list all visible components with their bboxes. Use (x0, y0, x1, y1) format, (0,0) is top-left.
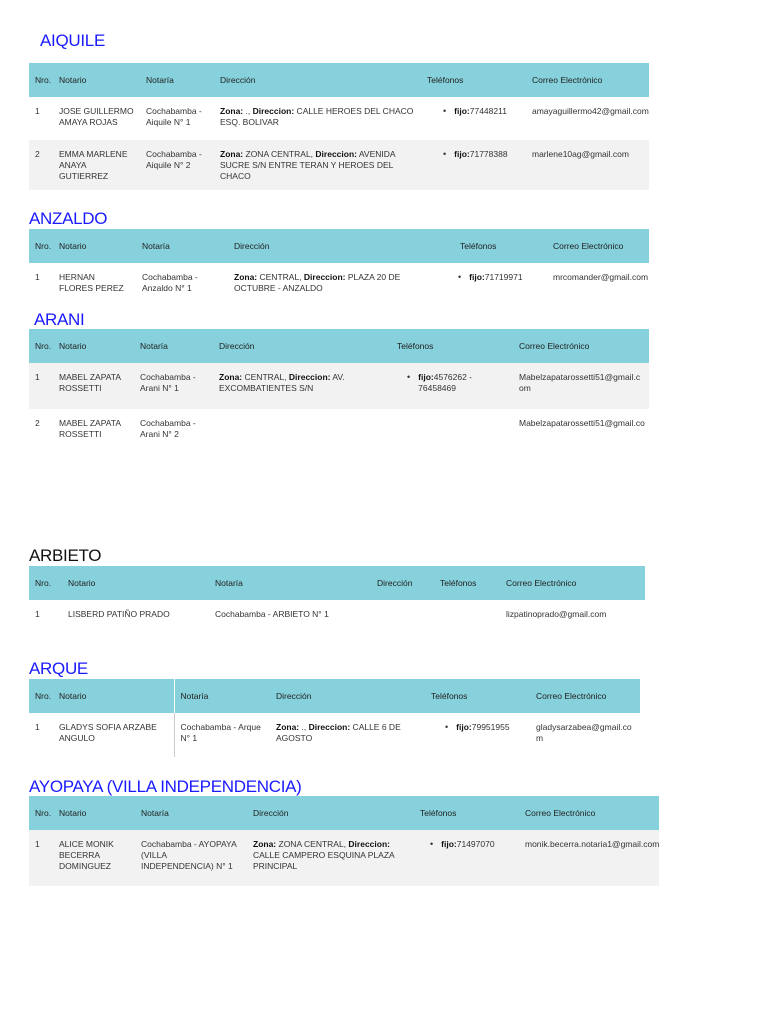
section-title-arani: ARANI (34, 310, 85, 329)
direccion-label: Direccion: (315, 149, 357, 159)
fijo-label: fijo: (454, 149, 470, 159)
cell-correo[interactable]: amayaguillermo42@gmail.com (532, 106, 649, 116)
table-row (29, 263, 649, 303)
cell-nro: 1 (29, 830, 53, 886)
cell-notaria: Cochabamba - Arque N° 1 (180, 722, 261, 743)
fijo-value: 4576262 - 76458469 (418, 372, 473, 393)
cell-notario: MABEL ZAPATA ROSSETTI (53, 363, 134, 409)
direccion-value: AV. EXCOMBATIENTES S/N (219, 372, 345, 393)
table-header (29, 229, 649, 263)
section-title-arque: ARQUE (29, 659, 88, 678)
cell-telefonos (391, 409, 513, 449)
cell-direccion (247, 830, 414, 886)
table-row (29, 363, 649, 409)
cell-direccion (270, 713, 425, 757)
cell-nro: 1 (35, 106, 40, 116)
zona-value: ZONA CENTRAL, (243, 149, 314, 159)
col-telefonos: Teléfonos (414, 796, 519, 830)
col-telefonos: Teléfonos (434, 566, 500, 600)
table-row (29, 409, 649, 449)
zona-label: Zona: (220, 149, 244, 159)
table-header (29, 63, 649, 97)
table-aiquile (29, 63, 649, 190)
zona-value: ZONA CENTRAL, (276, 839, 347, 849)
col-correo: Correo Electrónico (519, 796, 659, 830)
cell-notaria: Cochabamba - Arani N° 1 (134, 363, 213, 409)
cell-notaria: Cochabamba - AYOPAYA (VILLA INDEPENDENCIA) N° 1 (135, 830, 247, 886)
zona-label: Zona: (234, 272, 258, 282)
fijo-value: 71778388 (469, 149, 508, 159)
col-direccion: Dirección (213, 329, 391, 363)
cell-nro: 2 (29, 140, 53, 190)
cell-telefonos (434, 600, 500, 636)
table-header (29, 566, 645, 600)
cell-correo[interactable]: Mabelzapatarossetti51@gmail.co (519, 418, 645, 428)
cell-notario: MABEL ZAPATA ROSSETTI (59, 418, 121, 439)
col-notario: Notario (53, 679, 174, 713)
table-arbieto (29, 566, 645, 636)
col-notaria: Notaría (136, 229, 228, 263)
cell-correo[interactable]: gladysarzabea@gmail.com (536, 722, 632, 743)
cell-nro: 1 (29, 363, 53, 409)
fijo-label: fijo: (456, 722, 472, 732)
zona-label: Zona: (219, 372, 243, 382)
direccion-label: Direccion: (252, 106, 295, 116)
fijo-value: 77448211 (469, 106, 507, 116)
cell-notaria: Cochabamba - Aiquile N° 1 (146, 106, 202, 127)
col-telefonos: Teléfonos (425, 679, 530, 713)
col-nro: Nro. (29, 63, 53, 97)
col-telefonos: Teléfonos (391, 329, 513, 363)
cell-telefonos: • fijo:77448211 (443, 106, 507, 116)
zona-label: Zona: (220, 106, 244, 116)
col-direccion: Dirección (214, 63, 421, 97)
col-notaria: Notaría (209, 566, 371, 600)
table-header (29, 679, 640, 713)
fijo-value: 71497070 (456, 839, 495, 849)
cell-direccion (228, 263, 442, 303)
table-row (29, 97, 649, 140)
fijo-label: fijo: (441, 839, 457, 849)
cell-nro: 1 (35, 722, 40, 732)
table-row (29, 140, 649, 190)
cell-telefonos: • fijo:71719971 (458, 272, 523, 282)
cell-nro: 1 (35, 272, 40, 282)
cell-notaria: Cochabamba - ARBIETO N° 1 (215, 609, 329, 619)
table-row (29, 600, 645, 636)
cell-nro: 1 (35, 609, 40, 619)
col-notario: Notario (62, 566, 209, 600)
table-arani (29, 329, 649, 449)
col-nro: Nro. (29, 229, 53, 263)
col-notaria: Notaría (140, 63, 214, 97)
cell-correo[interactable]: Mabelzapatarossetti51@gmail.com (513, 363, 649, 409)
col-correo: Correo Electrónico (526, 63, 649, 97)
fijo-label: fijo: (418, 372, 434, 382)
direccion-label: Direccion: (303, 272, 346, 282)
cell-correo[interactable]: marlene10ag@gmail.com (526, 140, 649, 190)
cell-direccion (213, 409, 391, 449)
col-nro: Nro. (29, 796, 53, 830)
zona-value: ., (243, 106, 251, 116)
zona-value: ., (299, 722, 307, 732)
section-title-ayopaya: AYOPAYA (VILLA INDEPENDENCIA) (29, 777, 302, 796)
zona-label: Zona: (253, 839, 277, 849)
table-anzaldo (29, 229, 649, 303)
cell-direccion (371, 600, 434, 636)
col-correo: Correo Electrónico (513, 329, 649, 363)
direccion-value: CALLE HEROES DEL CHACO ESQ. BOLIVAR (220, 106, 414, 127)
table-arque (29, 679, 640, 757)
cell-telefonos: • fijo:79951955 (445, 722, 510, 732)
col-notaria: Notaría (135, 796, 247, 830)
table-header (29, 329, 649, 363)
cell-notario: EMMA MARLENE ANAYA GUTIERREZ (53, 140, 140, 190)
cell-direccion (214, 140, 421, 190)
table-header (29, 796, 659, 830)
cell-notaria: Cochabamba - Aiquile N° 2 (140, 140, 214, 190)
cell-notario: GLADYS SOFIA ARZABE ANGULO (53, 713, 174, 757)
fijo-label: fijo: (454, 106, 470, 116)
section-title-anzaldo: ANZALDO (29, 209, 108, 228)
cell-telefonos: • fijo:71778388 (421, 140, 526, 190)
cell-telefonos: • fijo:71497070 (414, 830, 519, 886)
fijo-value: 79951955 (471, 722, 510, 732)
section-title-arbieto: ARBIETO (29, 546, 102, 565)
cell-direccion (213, 363, 391, 409)
col-direccion: Dirección (270, 679, 425, 713)
cell-telefonos: • fijo:4576262 - 76458469 (391, 363, 513, 409)
col-notario: Notario (53, 329, 134, 363)
cell-notario: JOSE GUILLERMO AMAYA ROJAS (59, 106, 134, 127)
col-correo: Correo Electrónico (547, 229, 649, 263)
table-ayopaya (29, 796, 659, 886)
fijo-label: fijo: (469, 272, 485, 282)
cell-notario: LISBERD PATIÑO PRADO (68, 609, 170, 619)
col-notaria: Notaría (174, 679, 270, 713)
col-nro: Nro. (29, 566, 62, 600)
cell-direccion (214, 97, 421, 140)
cell-notaria: Cochabamba - Anzaldo N° 1 (142, 272, 198, 293)
col-direccion: Dirección (247, 796, 414, 830)
direccion-value: CALLE 6 DE AGOSTO (276, 722, 401, 743)
table-row (29, 713, 640, 757)
col-telefonos: Teléfonos (421, 63, 526, 97)
direccion-value: PLAZA 20 DE OCTUBRE - ANZALDO (234, 272, 401, 293)
fijo-value: 71719971 (484, 272, 523, 282)
cell-correo[interactable]: monik.becerra.notaria1@gmail.com (519, 830, 659, 886)
col-telefonos: Teléfonos (442, 229, 547, 263)
direccion-value: CALLE CAMPERO ESQUINA PLAZA PRINCIPAL (253, 850, 395, 871)
direccion-value: AVENIDA SUCRE S/N ENTRE TERAN Y HEROES DEL CHACO (220, 149, 396, 181)
zona-value: CENTRAL, (242, 372, 287, 382)
col-notario: Notario (53, 796, 135, 830)
cell-correo[interactable]: lizpatinoprado@gmail.com (506, 609, 607, 619)
col-notaria: Notaría (134, 329, 213, 363)
cell-notario: ALICE MONIK BECERRA DOMINGUEZ (53, 830, 135, 886)
section-title-aiquile: AIQUILE (40, 31, 105, 50)
cell-notario: HERNAN FLORES PEREZ (59, 272, 124, 293)
zona-value: CENTRAL, (257, 272, 302, 282)
table-row (29, 830, 659, 886)
col-notario: Notario (53, 63, 140, 97)
cell-correo[interactable]: mrcomander@gmail.com (553, 272, 649, 282)
direccion-label: Direccion: (308, 722, 351, 732)
col-direccion: Dirección (371, 566, 434, 600)
direccion-label: Direccion: (288, 372, 331, 382)
col-direccion: Dirección (228, 229, 442, 263)
zona-label: Zona: (276, 722, 300, 732)
cell-notaria: Cochabamba - Arani N° 2 (140, 418, 196, 439)
col-notario: Notario (53, 229, 136, 263)
col-nro: Nro. (29, 679, 53, 713)
col-correo: Correo Electrónico (500, 566, 645, 600)
cell-nro: 2 (35, 418, 40, 428)
direccion-label: Direccion: (348, 839, 390, 849)
col-nro: Nro. (29, 329, 53, 363)
col-correo: Correo Electrónico (530, 679, 640, 713)
